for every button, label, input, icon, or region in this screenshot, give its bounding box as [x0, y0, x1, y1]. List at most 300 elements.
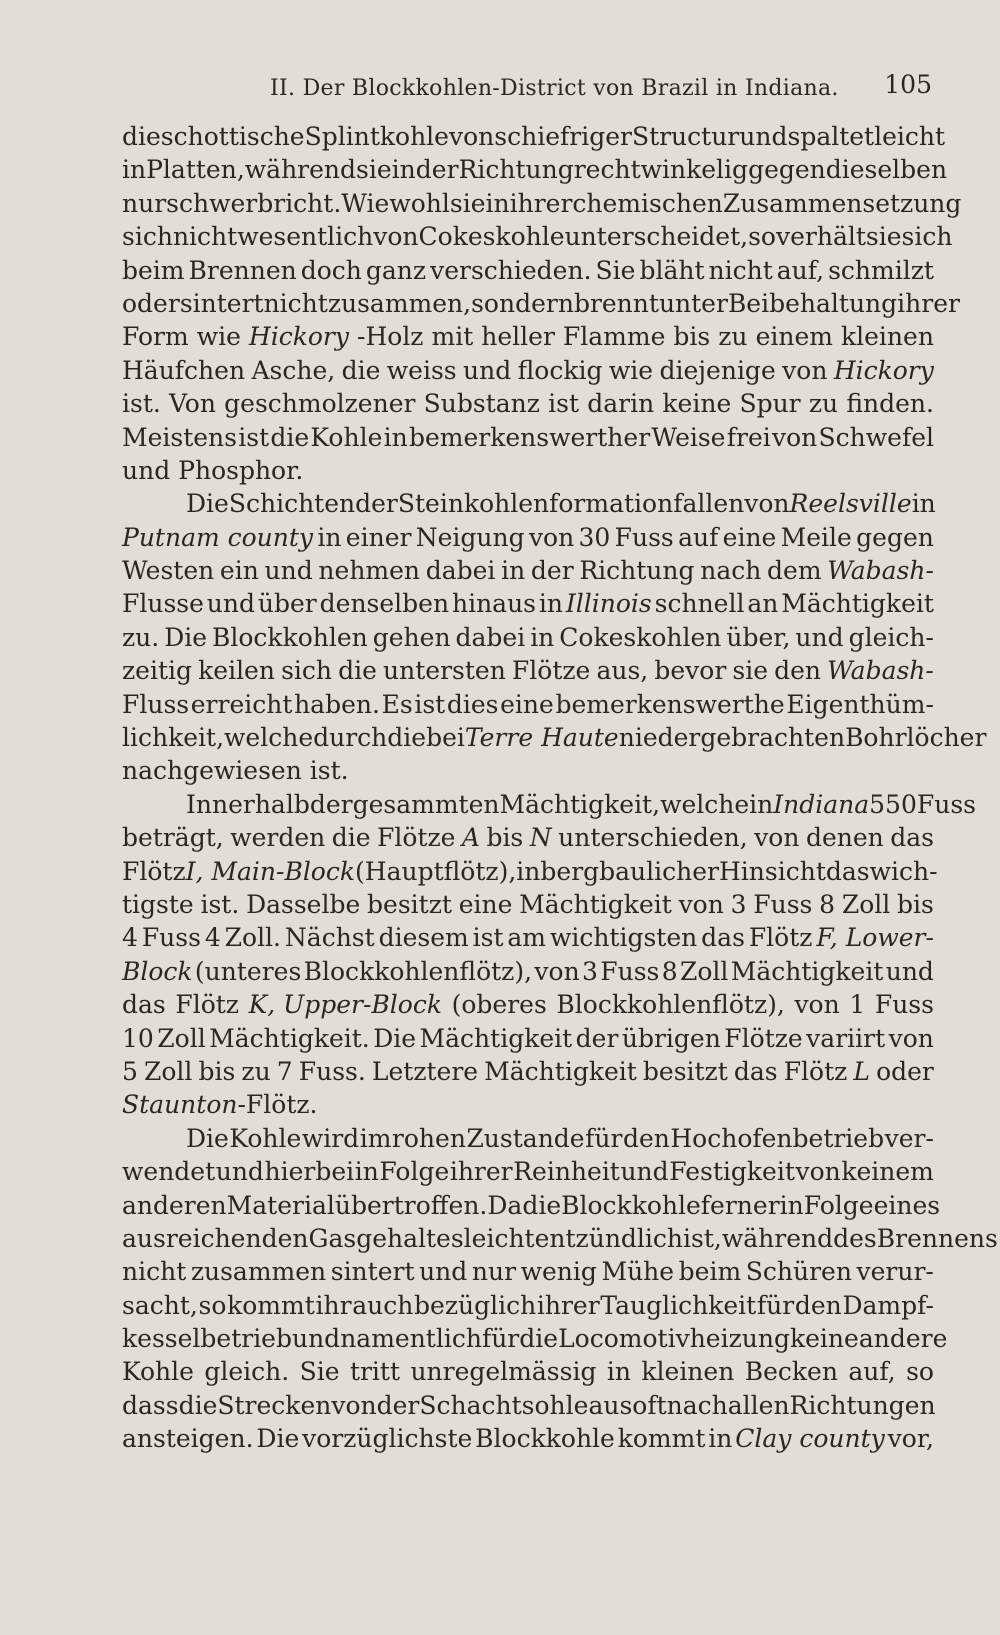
word: Von — [169, 389, 216, 419]
word: (unteres — [194, 956, 302, 986]
text-line — [122, 187, 962, 220]
word: Dampf- — [842, 1290, 934, 1320]
word: Die — [373, 1023, 417, 1053]
word: die — [519, 1324, 559, 1354]
word: während — [244, 155, 357, 185]
word: Mächtigkeit, — [499, 789, 661, 819]
word: Da — [487, 1190, 523, 1220]
word: Zustande — [466, 1123, 585, 1153]
word: Zoll — [841, 889, 891, 919]
word: einem — [755, 322, 833, 352]
word: Eigenthüm- — [786, 689, 934, 719]
italic-word: Wabash- — [827, 656, 934, 686]
word: beim — [122, 255, 185, 285]
word: das — [733, 1056, 778, 1086]
word: dabei — [425, 556, 496, 586]
word: 30 — [578, 522, 611, 552]
word: von — [754, 823, 800, 853]
word: in — [749, 789, 774, 819]
word: 8 — [661, 956, 678, 986]
word: keine — [789, 1324, 859, 1354]
page-number: 105 — [884, 70, 932, 99]
word: nur — [471, 1257, 517, 1287]
word: Blockkohle — [475, 1424, 615, 1454]
word: Reinheit — [513, 1157, 620, 1187]
text-line — [122, 454, 934, 487]
italic-word: Hickory — [833, 355, 934, 385]
italic-word: Indiana — [773, 789, 870, 819]
word: sich — [901, 222, 953, 252]
word: Dasselbe — [246, 889, 361, 919]
text-line — [122, 220, 953, 253]
word: einer — [345, 522, 412, 552]
word: Mühe — [601, 1257, 675, 1287]
word: Zusammensetzung — [722, 188, 962, 218]
word: an — [747, 589, 779, 619]
text-line — [122, 1222, 998, 1255]
word: 1 — [849, 990, 866, 1020]
word: haben. — [294, 689, 380, 719]
word: für — [481, 1324, 520, 1354]
word: sie — [356, 155, 392, 185]
word: ist — [238, 422, 270, 452]
word: zu — [241, 1056, 271, 1086]
word: zusammen — [190, 1257, 327, 1287]
word: Splintkohle — [304, 122, 449, 151]
word: ist — [414, 689, 446, 719]
word: flockig — [517, 355, 603, 385]
word: allen — [727, 1390, 790, 1420]
word: nachgewiesen ist. — [122, 756, 349, 786]
text-line — [122, 387, 934, 420]
word: oder — [876, 1056, 934, 1086]
word: Tauglichkeit — [600, 1290, 757, 1320]
text-line — [122, 487, 934, 520]
word: sich — [281, 656, 333, 686]
word: die — [270, 422, 310, 452]
text-line — [122, 1289, 934, 1322]
word: so — [748, 222, 776, 252]
word: ist. — [200, 889, 240, 919]
word: ist, — [683, 1223, 722, 1253]
italic-word: Clay county — [735, 1424, 885, 1454]
word: sintert — [179, 288, 264, 318]
text-line — [122, 1355, 934, 1388]
word: der — [575, 1023, 619, 1053]
word: ferner — [700, 1190, 780, 1220]
word: Flötz — [748, 923, 813, 953]
word: Richtung — [579, 556, 695, 586]
word: Nächst — [284, 923, 375, 953]
word: brennt — [573, 288, 659, 318]
word: die — [122, 122, 161, 151]
italic-word: N — [529, 823, 552, 853]
word: fallen — [673, 489, 745, 519]
word: (Hauptflötz), — [355, 856, 517, 886]
word: Flötze — [377, 823, 456, 853]
word: Zoll. — [224, 923, 282, 953]
word: gehen — [372, 622, 451, 652]
italic-word: K, Upper-Block — [248, 990, 443, 1020]
word: Fuss — [874, 990, 934, 1020]
word: Flötz — [175, 990, 239, 1020]
word: und Phosphor. — [122, 455, 304, 485]
word: und — [620, 1157, 669, 1187]
word: ihrer — [897, 288, 960, 318]
word: aus, — [596, 656, 649, 686]
text-line — [122, 153, 948, 186]
word: geschmolzener — [224, 389, 416, 419]
word: Schichten — [228, 489, 356, 519]
word: der — [309, 789, 353, 819]
word: Flötz — [122, 856, 186, 886]
text-line — [122, 988, 934, 1021]
word: in — [516, 856, 541, 886]
word: durch — [313, 723, 388, 753]
word: bläht — [639, 255, 705, 285]
text-line — [122, 955, 934, 988]
word: Schüren — [745, 1257, 852, 1287]
word: erreicht — [190, 689, 293, 719]
word: in — [501, 556, 526, 586]
word: von — [534, 956, 580, 986]
word: wird — [301, 1123, 360, 1153]
italic-word: Terre Haute — [464, 723, 619, 753]
word: Weise — [651, 422, 726, 452]
word: schiefriger — [494, 122, 632, 151]
word: 550 — [869, 789, 917, 819]
word: dies — [446, 689, 499, 719]
word: gleich- — [848, 622, 934, 652]
word: Sie — [595, 255, 636, 285]
word: oft — [632, 1390, 667, 1420]
word: ein — [219, 556, 259, 586]
word: Fuss. — [298, 1056, 366, 1086]
word: das — [122, 990, 166, 1020]
word: ansteigen. — [122, 1424, 254, 1454]
word: welche — [660, 789, 750, 819]
word: besitzt — [642, 1056, 728, 1086]
word: diesem — [378, 923, 469, 953]
text-line — [122, 888, 934, 921]
word: -Flötz. — [237, 1090, 318, 1120]
word: dem — [767, 556, 822, 586]
word: bemerkenswerthe — [555, 689, 785, 719]
word: und — [795, 622, 844, 652]
word: Wiewohl — [341, 188, 450, 218]
word: in — [485, 188, 510, 218]
word: in — [779, 1190, 804, 1220]
word: Letztere — [371, 1056, 479, 1086]
word: Mächtigkeit — [730, 956, 884, 986]
word: Mächtigkeit — [419, 1023, 573, 1053]
word: 3 — [730, 889, 747, 919]
word: sie — [449, 188, 486, 218]
word: während — [721, 1223, 834, 1253]
word: niedergebrachten — [618, 723, 846, 753]
word: sondern — [471, 288, 574, 318]
word: Häufchen — [122, 355, 246, 385]
word: 3 — [582, 956, 598, 986]
word: Form — [122, 322, 189, 352]
word: Blockkohlenflötz), — [556, 990, 785, 1020]
word: keine — [662, 389, 732, 419]
word: andere — [858, 1324, 948, 1354]
word: nach — [666, 1390, 728, 1420]
text-line — [122, 721, 987, 754]
italic-word: Illinois — [565, 589, 652, 619]
word: Westen — [122, 556, 215, 586]
word: in — [538, 589, 564, 619]
word: 4 — [204, 923, 221, 953]
text-line — [122, 855, 938, 888]
word: so — [198, 1290, 227, 1320]
word: von — [795, 1157, 841, 1187]
word: Gasgehaltes — [308, 1223, 464, 1253]
word: Die — [164, 622, 208, 652]
text-line — [122, 521, 934, 554]
word: schnell — [654, 589, 745, 619]
word: und — [885, 956, 934, 986]
word: Kohle — [122, 1357, 194, 1387]
word: in — [708, 1424, 733, 1454]
word: bis — [897, 889, 934, 919]
text-line — [122, 788, 976, 821]
word: ist. — [122, 389, 161, 419]
text-line — [122, 587, 934, 620]
word: auf, — [776, 255, 825, 285]
word: besitzt — [367, 889, 452, 919]
word: Festigkeit — [669, 1157, 795, 1187]
word: unterschieden, — [558, 823, 748, 853]
word: Zoll — [157, 1023, 206, 1053]
word: auch — [352, 1290, 414, 1320]
word: Richtung — [458, 155, 574, 185]
word: in — [317, 522, 342, 552]
page-header — [270, 70, 932, 110]
word: zusammen, — [327, 288, 472, 318]
text-line — [122, 921, 934, 954]
word: darin — [587, 389, 655, 419]
word: verschieden. — [430, 255, 592, 285]
word: eine — [500, 689, 554, 719]
word: und — [215, 1157, 264, 1187]
word: von — [771, 422, 818, 452]
word: bemerkenswerther — [408, 422, 651, 452]
word: von — [331, 1390, 377, 1420]
word: untersten — [383, 656, 506, 686]
italic-word: Wabash- — [827, 556, 934, 586]
text-line — [122, 421, 934, 454]
word: in — [911, 489, 936, 519]
word: nicht — [172, 222, 238, 252]
word: die — [331, 823, 371, 853]
word: nehmen — [318, 556, 421, 586]
word: und — [264, 556, 313, 586]
word: Flötze — [724, 1023, 803, 1053]
word: Bohrlöcher — [845, 723, 987, 753]
text-line — [122, 621, 934, 654]
word: von — [794, 990, 840, 1020]
text-line — [122, 1422, 934, 1455]
word: hinaus — [451, 589, 537, 619]
word: auf, — [848, 1357, 896, 1387]
word: ganz — [365, 255, 427, 285]
word: dass — [122, 1390, 179, 1420]
word: 4 — [122, 923, 138, 953]
word: des — [833, 1223, 877, 1253]
word: Zoll — [679, 956, 729, 986]
word: Material — [226, 1190, 335, 1220]
word: Fuss — [916, 789, 976, 819]
word: bricht. — [257, 188, 342, 218]
word: Blockkohle — [561, 1190, 701, 1220]
word: wenig — [520, 1257, 597, 1287]
word: die — [341, 355, 381, 385]
word: sacht, — [122, 1290, 198, 1320]
word: Strecken — [217, 1390, 332, 1420]
word: Becken — [744, 1357, 838, 1387]
word: sich — [122, 222, 173, 252]
word: und — [463, 355, 512, 385]
text-line — [122, 554, 934, 587]
word: übrigen — [621, 1023, 721, 1053]
word: wich- — [869, 856, 938, 886]
word: gesammten — [352, 789, 500, 819]
word: auf — [678, 522, 719, 552]
word: wie — [196, 322, 241, 352]
word: variirt — [806, 1023, 886, 1053]
word: Die — [256, 1424, 300, 1454]
word: Kohle — [229, 1123, 302, 1153]
word: Folge — [803, 1190, 874, 1220]
word: für — [585, 1123, 623, 1153]
text-line — [122, 254, 934, 287]
italic-word: Staunton — [122, 1090, 238, 1120]
word: von — [373, 222, 419, 252]
word: Brennen — [188, 255, 297, 285]
italic-word: Hickory — [248, 322, 349, 352]
text-line — [122, 821, 934, 854]
word: kesselbetrieb — [122, 1324, 292, 1354]
text-line — [122, 1155, 934, 1188]
word: in — [383, 422, 408, 452]
text-line — [122, 1122, 934, 1155]
italic-word: Reelsville — [789, 489, 912, 519]
word: sie — [732, 656, 769, 686]
word: Hinsicht — [719, 856, 826, 886]
word: Steinkohlenformation — [397, 489, 674, 519]
word: zu — [808, 389, 839, 419]
word: wichtigsten — [549, 923, 698, 953]
word: Die — [186, 489, 229, 519]
word: Flötz — [783, 1056, 848, 1086]
word: das — [890, 823, 934, 853]
text-line — [122, 1255, 934, 1288]
word: der — [355, 489, 398, 519]
word: im — [359, 1123, 392, 1153]
word: Locomotivheizung — [558, 1324, 790, 1354]
word: Brennens — [876, 1223, 998, 1253]
word: und — [206, 589, 256, 619]
word: Flamme — [562, 322, 666, 352]
word: für — [756, 1290, 795, 1320]
text-line — [122, 1322, 948, 1355]
word: und — [419, 1257, 468, 1287]
word: -Holz — [357, 322, 424, 352]
word: Substanz — [423, 389, 540, 419]
word: Asche, — [251, 355, 336, 385]
word: Zoll — [143, 1056, 193, 1086]
word: die — [522, 1190, 562, 1220]
word: eine — [722, 522, 777, 552]
word: bis — [673, 322, 711, 352]
word: Meistens — [122, 422, 237, 452]
word: ihr — [315, 1290, 352, 1320]
word: gegen — [856, 522, 934, 552]
word: Hochofenbetrieb — [670, 1123, 885, 1153]
word: tigste — [122, 889, 194, 919]
italic-word: F, Lower- — [816, 923, 934, 953]
word: unterscheidet, — [564, 222, 749, 252]
word: Die — [186, 1123, 229, 1153]
italic-word: Block — [122, 956, 193, 986]
word: nicht — [263, 288, 328, 318]
word: nach — [700, 556, 762, 586]
word: Folge — [379, 1157, 450, 1187]
word: Mächtigkeit. — [209, 1023, 370, 1053]
word: leicht — [463, 1223, 535, 1253]
word: bei — [426, 723, 465, 753]
word: in — [606, 1357, 631, 1387]
word: 8 — [819, 889, 836, 919]
word: namentlich — [340, 1324, 482, 1354]
word: rohen — [391, 1123, 466, 1153]
text-line — [122, 287, 960, 320]
word: nicht — [708, 255, 773, 285]
word: am — [507, 923, 547, 953]
word: wesentlich — [237, 222, 374, 252]
word: keinem — [841, 1157, 934, 1187]
word: kommt — [617, 1424, 706, 1454]
word: Spur — [739, 389, 801, 419]
word: werden — [230, 823, 326, 853]
word: (oberes — [451, 990, 547, 1020]
word: nicht — [122, 1257, 187, 1287]
word: ihrer — [536, 1290, 600, 1320]
word: heller — [481, 322, 555, 352]
word: tritt — [349, 1357, 401, 1387]
word: weiss — [386, 355, 457, 385]
word: bergbaulicher — [540, 856, 719, 886]
word: schottische — [160, 122, 305, 151]
word: von — [678, 889, 724, 919]
word: Mächtigkeit — [781, 589, 934, 619]
word: den — [622, 1123, 670, 1153]
word: ist — [472, 923, 504, 953]
word: gegen — [748, 155, 826, 185]
word: von — [528, 522, 575, 552]
word: so — [906, 1357, 934, 1387]
word: rechtwinkelig — [573, 155, 749, 185]
word: Mächtigkeit — [484, 1056, 637, 1086]
text-line — [122, 1389, 934, 1422]
word: anderen — [122, 1190, 227, 1220]
word: oder — [122, 288, 180, 318]
word: in — [391, 155, 416, 185]
word: von — [448, 122, 495, 151]
word: Es — [381, 689, 413, 719]
